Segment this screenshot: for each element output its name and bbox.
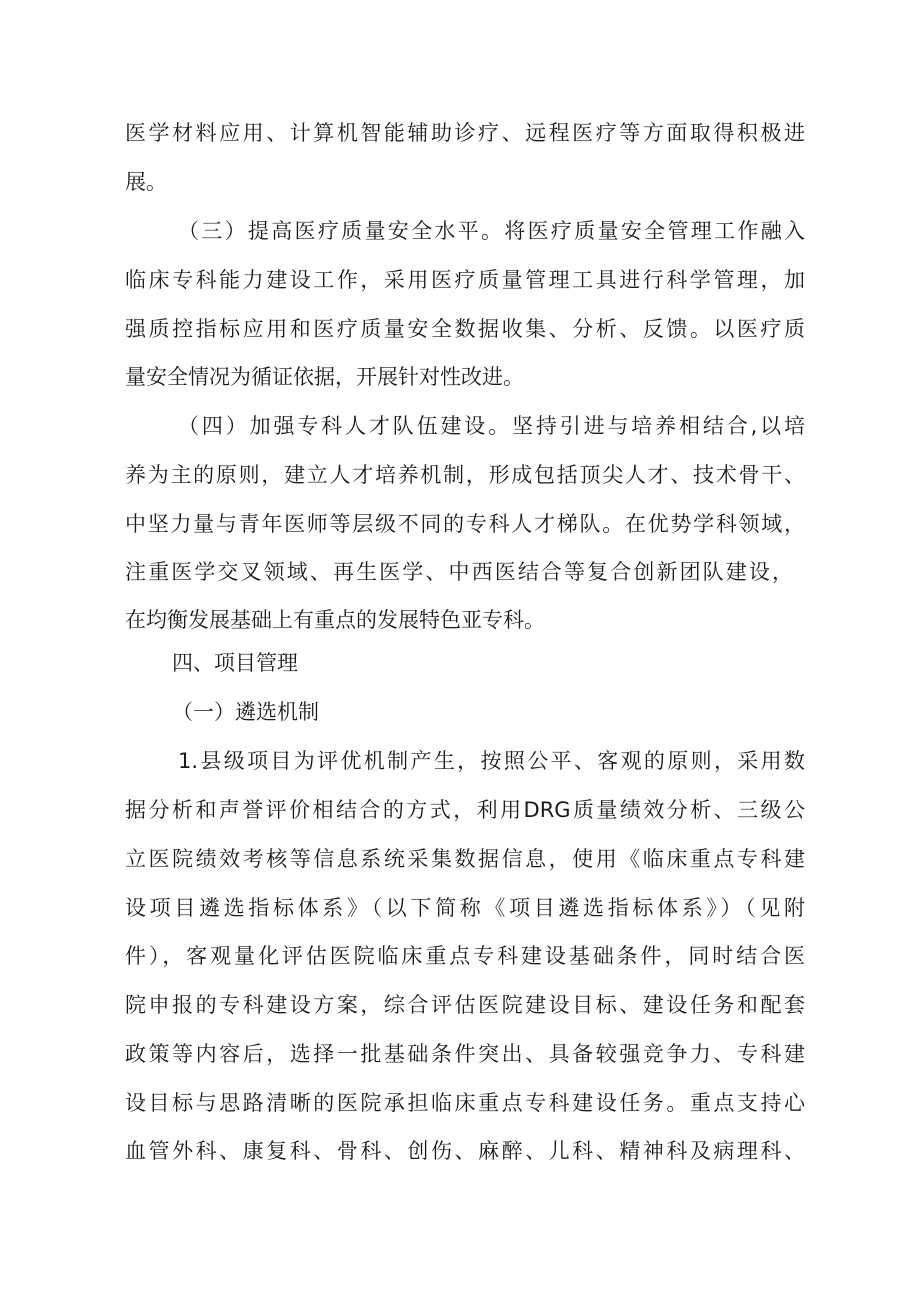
text-line: 在均衡发展基础上有重点的发展特色亚专科。 <box>125 608 545 632</box>
section-heading-line: （四）加强专科人才队伍建设。坚持引进与培养相结合,以培 <box>178 414 805 438</box>
text-line: 据分析和声誉评价相结合的方式，利用DRG质量绩效分析、三级公 <box>125 798 805 822</box>
text-line: 血管外科、康复科、骨科、创伤、麻醉、儿科、精神科及病理科、 <box>125 1139 805 1163</box>
text-line: 医学材料应用、计算机智能辅助诊疗、远程医疗等方面取得积极进 <box>125 121 805 145</box>
text-line: 立医院绩效考核等信息系统采集数据信息，使用《临床重点专科建 <box>125 847 805 871</box>
text-line: 设项目遴选指标体系》（以下简称《项目遴选指标体系》）（见附 <box>125 896 805 920</box>
text-line: 强质控指标应用和医疗质量安全数据收集、分析、反馈。以医疗质 <box>125 317 805 341</box>
text-line: 中坚力量与青年医师等层级不同的专科人才梯队。在优势学科领域， <box>125 512 805 536</box>
text-line: 临床专科能力建设工作，采用医疗质量管理工具进行科学管理，加 <box>125 268 805 292</box>
subsection-heading: （一）遴选机制 <box>172 700 319 724</box>
text-line: 量安全情况为循证依据，开展针对性改进。 <box>125 365 524 389</box>
text-line: 件），客观量化评估医院临床重点专科建设基础条件，同时结合医 <box>125 944 805 968</box>
section-heading-line: （三）提高医疗质量安全水平。将医疗质量安全管理工作融入 <box>178 219 805 243</box>
chapter-heading: 四、项目管理 <box>172 651 298 675</box>
text-line: 设目标与思路清晰的医院承担临床重点专科建设任务。重点支持心 <box>125 1091 805 1115</box>
text-line: 注重医学交叉领域、再生医学、中西医结合等复合创新团队建设， <box>125 560 793 584</box>
text-line: 展。 <box>125 170 167 194</box>
text-line: 政策等内容后，选择一批基础条件突出、具备较强竞争力、专科建 <box>125 1042 805 1066</box>
text-line: 养为主的原则，建立人才培养机制，形成包括顶尖人才、技术骨干、 <box>125 463 805 487</box>
text-line: 1.县级项目为评优机制产生，按照公平、客观的原则，采用数 <box>178 749 805 773</box>
text-line: 院申报的专科建设方案，综合评估医院建设目标、建设任务和配套 <box>125 993 805 1017</box>
